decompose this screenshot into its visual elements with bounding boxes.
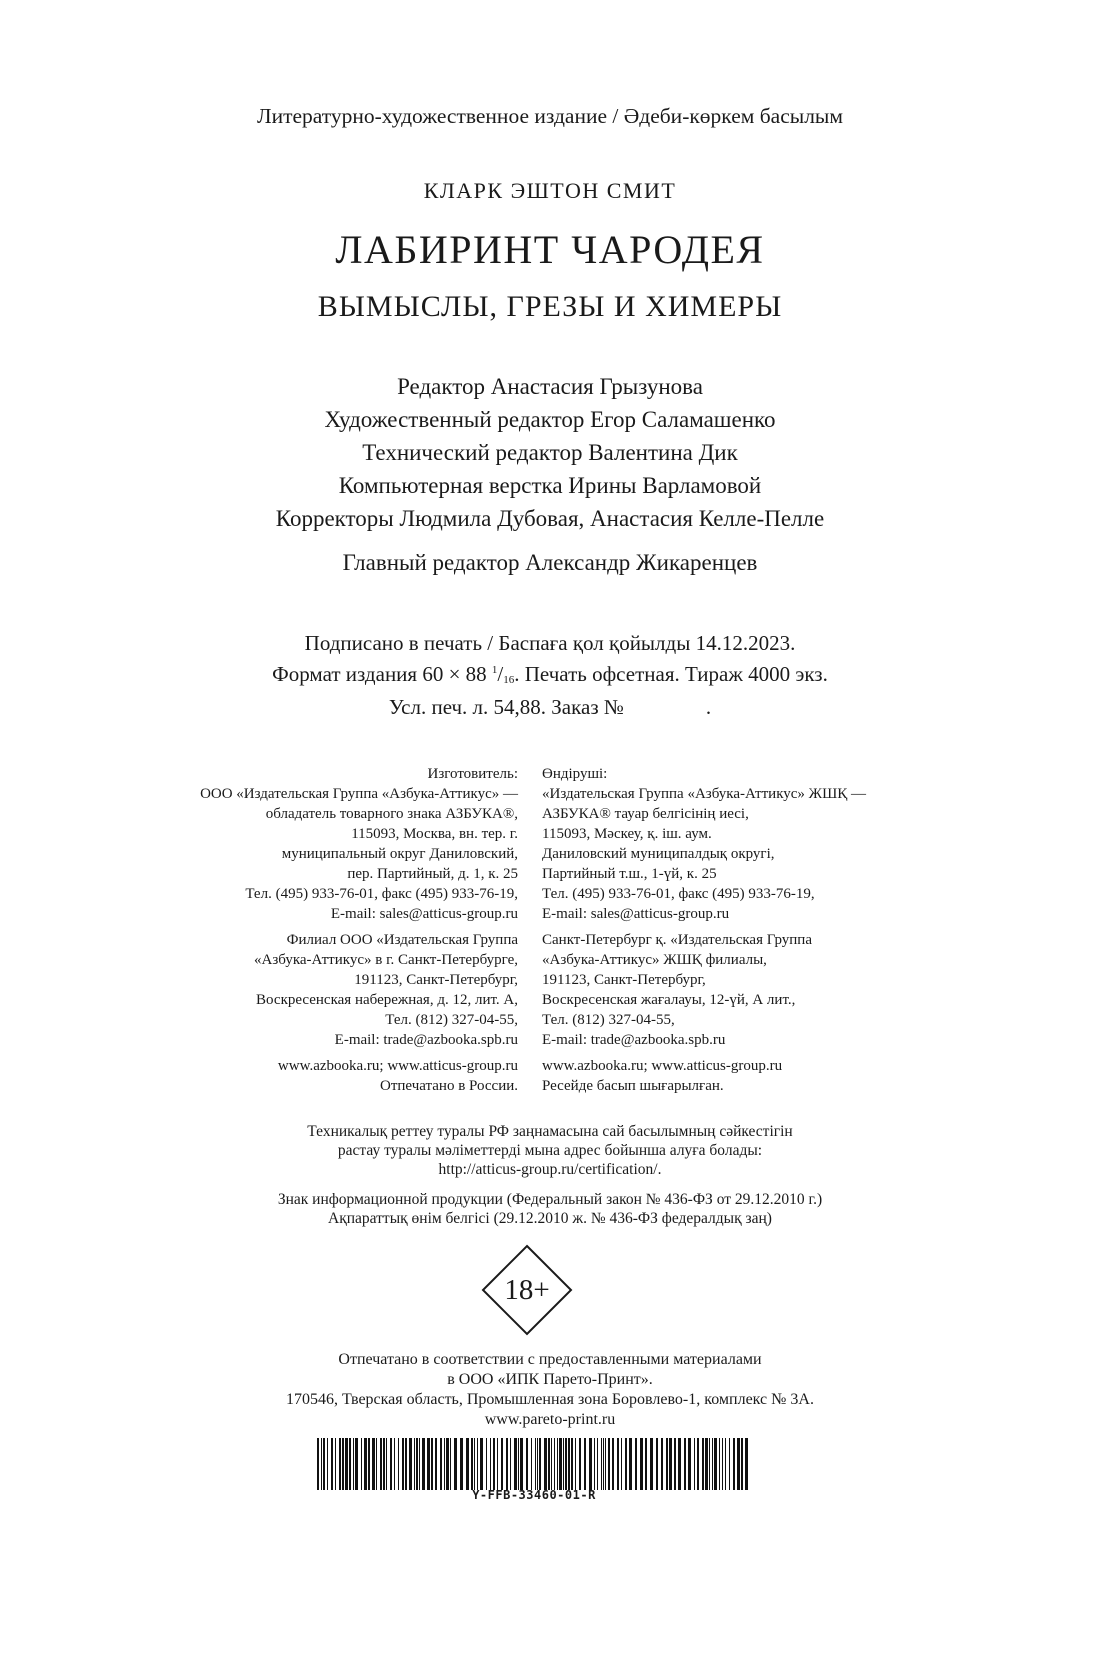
barcode-bar (490, 1438, 491, 1490)
certification-url: http://atticus-group.ru/certification/. (438, 1161, 662, 1178)
barcode-bar (589, 1438, 592, 1490)
manufacturer-kk-line: E-mail: sales@atticus-group.ru (542, 906, 730, 922)
format-line (0, 657, 1100, 694)
barcode-bar (571, 1438, 573, 1490)
print-info (0, 630, 1100, 721)
barcode-bar (510, 1438, 511, 1490)
barcode-bar (361, 1438, 362, 1490)
manufacturer-ru-line: 115093, Москва, вн. тер. г. (351, 826, 518, 842)
author-name: КЛАРК ЭШТОН СМИТ (423, 178, 677, 203)
printer-info (0, 1350, 1100, 1430)
barcode-bar (405, 1438, 407, 1490)
barcode-bar (694, 1438, 695, 1490)
barcode-bar (444, 1438, 445, 1490)
law-line-ru: Знак информационной продукции (Федеральный закон № 436-ФЗ от 29.12.2010 г.) (277, 1191, 823, 1208)
manufacturer-ru-line: обладатель товарного знака АЗБУКА®, (265, 806, 518, 822)
barcode-bar (520, 1438, 523, 1490)
printer-address: 170546, Тверская область, Промышленная зона Боровлево-1, комплекс № 3А. (286, 1391, 814, 1408)
barcode-bar (656, 1438, 658, 1490)
barcode-bar (531, 1438, 532, 1490)
barcode-bar (323, 1438, 325, 1490)
barcode-bar (486, 1438, 487, 1490)
manufacturer-ru-line: Воскресенская набережная, д. 12, лит. А, (256, 992, 518, 1008)
barcode-bar (335, 1438, 336, 1490)
barcode-bar (579, 1438, 581, 1490)
format-suffix: . Печать офсетная. Тираж 4000 экз. (514, 662, 828, 686)
barcode-bar (551, 1438, 552, 1490)
age-rating-text: 18+ (504, 1274, 550, 1306)
barcode-bar (712, 1438, 713, 1490)
barcode-bar (427, 1438, 430, 1490)
manufacturer-kk-line: Воскресенская жағалауы, 12-үй, А лит., (542, 992, 796, 1008)
barcode-bar (514, 1438, 517, 1490)
format-slash: / (497, 662, 504, 686)
barcode-bar (725, 1438, 726, 1490)
manufacturer-ru-line: Тел. (812) 327-04-55, (385, 1012, 518, 1028)
barcode-bar (506, 1438, 508, 1490)
barcode-bar (372, 1438, 375, 1490)
barcode-bar (544, 1438, 547, 1490)
barcode-bar (386, 1438, 387, 1490)
manufacturer-kk-block2 (542, 930, 866, 1050)
barcode-bar (729, 1438, 730, 1490)
format-denominator: 16 (503, 674, 515, 686)
printer-line: Отпечатано в соответствии с предоставленными материалами (338, 1351, 762, 1368)
manufacturer-ru-line: Изготовитель: (427, 766, 518, 782)
barcode-bar (419, 1438, 420, 1490)
barcode-bar (345, 1438, 348, 1490)
barcode-bar (390, 1438, 392, 1490)
barcode-bar (409, 1438, 412, 1490)
manufacturer-ru-block3 (200, 1056, 518, 1096)
barcode-bar (557, 1438, 558, 1490)
manufacturer-ru-line: муниципальный округ Даниловский, (281, 846, 518, 862)
barcode-bar (402, 1438, 404, 1490)
barcode-bar (526, 1438, 528, 1490)
manufacturer-ru-line: ООО «Издательская Группа «Азбука-Аттикус» — (200, 786, 518, 802)
barcode-bar (745, 1438, 748, 1490)
manufacturer-ru-line: 191123, Санкт-Петербург, (354, 972, 518, 988)
sheets-end: . (705, 695, 712, 719)
manufacturer-ru-line: Филиал ООО «Издательская Группа (286, 932, 518, 948)
barcode-bar (621, 1438, 622, 1490)
barcode-bar (565, 1438, 567, 1490)
barcode-bar (608, 1438, 610, 1490)
barcode-bar (376, 1438, 377, 1490)
barcode-bar (518, 1438, 519, 1490)
format-prefix: Формат издания 60 × 88 (272, 662, 492, 686)
barcode-bar (501, 1438, 503, 1490)
barcode-bar (605, 1438, 606, 1490)
credits-list (0, 370, 1100, 535)
manufacturer-kk-line: «Издательская Группа «Азбука-Аттикус» ЖШҚ — (542, 786, 867, 802)
barcode-bar (559, 1438, 562, 1490)
barcode-bar (688, 1438, 691, 1490)
manufacturer-kk-line: Ресейде басып шығарылған. (542, 1078, 724, 1094)
barcode-bar (460, 1438, 463, 1490)
manufacturer-kk-line: 191123, Санкт-Петербург, (542, 972, 706, 988)
barcode-bar (537, 1438, 538, 1490)
manufacturer-ru-line: E-mail: trade@azbooka.spb.ru (334, 1032, 518, 1048)
barcode-bar (398, 1438, 399, 1490)
certification-line: Техникалық реттеу туралы РФ заңнамасына сай басылымның сәйкестігін (307, 1123, 793, 1140)
manufacturer-kk-line: Партийный т.ш., 1-үй, к. 25 (542, 866, 717, 882)
barcode-bar (594, 1438, 595, 1490)
manufacturer-kk-line: www.azbooka.ru; www.atticus-group.ru (542, 1058, 783, 1074)
barcode-bar (629, 1438, 632, 1490)
barcode-bar (737, 1438, 740, 1490)
barcode-bar (497, 1438, 498, 1490)
barcode-bar (353, 1438, 354, 1490)
barcode-bar (355, 1438, 358, 1490)
barcode-bar (575, 1438, 576, 1490)
barcode-bar (416, 1438, 418, 1490)
barcode-bar (364, 1438, 367, 1490)
barcode-bar (719, 1438, 720, 1490)
credit-art-editor: Художественный редактор Егор Саламашенко (324, 407, 776, 432)
manufacturer-kk-line: Тел. (812) 327-04-55, (542, 1012, 675, 1028)
signed-date: Подписано в печать / Баспаға қол қойылды 14.12.2023. (304, 631, 796, 655)
barcode-bar (640, 1438, 643, 1490)
barcode-bar (563, 1438, 564, 1490)
barcode-bar (568, 1438, 570, 1490)
barcode-bar (548, 1438, 550, 1490)
manufacturer-ru-block1 (200, 764, 518, 924)
book-subtitle: ВЫМЫСЛЫ, ГРЕЗЫ И ХИМЕРЫ (317, 290, 783, 323)
barcode-bar (474, 1438, 475, 1490)
barcode-bar (368, 1438, 370, 1490)
credit-tech-editor: Технический редактор Валентина Дик (362, 440, 738, 465)
barcode-bar (331, 1438, 333, 1490)
barcode-bar (414, 1438, 415, 1490)
barcode-bar (321, 1438, 322, 1490)
barcode-bar (612, 1438, 614, 1490)
barcode-number: Y-FFB-33460-01-R (472, 1488, 596, 1502)
age-rating-badge (481, 1244, 573, 1336)
manufacturer-ru-line: www.azbooka.ru; www.atticus-group.ru (277, 1058, 518, 1074)
barcode-bar (661, 1438, 663, 1490)
certification-line: растау туралы мәліметтерді мына адрес бойынша алуға болады: (337, 1142, 763, 1159)
manufacturer-kk-line: 115093, Мәскеу, қ. іш. аум. (542, 826, 712, 842)
chief-editor: Главный редактор Александр Жикаренцев (342, 550, 758, 575)
format-numerator: 1 (491, 664, 498, 676)
barcode-bar (342, 1438, 344, 1490)
barcode-bar (666, 1438, 668, 1490)
barcode-bar (327, 1438, 328, 1490)
barcode-bar (684, 1438, 686, 1490)
book-title: ЛАБИРИНТ ЧАРОДЕЯ (335, 227, 765, 272)
barcode-bar (722, 1438, 723, 1490)
manufacturer-ru-line: пер. Партийный, д. 1, к. 25 (347, 866, 518, 882)
barcode-bar (597, 1438, 598, 1490)
barcode-bar (554, 1438, 555, 1490)
barcode-bar (493, 1438, 495, 1490)
barcode-bar (702, 1438, 704, 1490)
sheets-line (0, 694, 1100, 721)
barcode-bar (454, 1438, 457, 1490)
certification-info (0, 1122, 1100, 1179)
barcode-bar (625, 1438, 627, 1490)
barcode-bar (431, 1438, 433, 1490)
manufacturer-kk-line: Өндіруші: (542, 766, 608, 782)
law-line-kk: Ақпараттық өнім белгісі (29.12.2010 ж. № 436-ФЗ федералдық заң) (328, 1210, 772, 1227)
barcode-bar (383, 1438, 385, 1490)
barcode-bar (674, 1438, 676, 1490)
barcode-bar (317, 1438, 319, 1490)
barcode-bar (697, 1438, 699, 1490)
barcode-bar (339, 1438, 341, 1490)
manufacturer-ru-line: Отпечатано в России. (380, 1078, 518, 1094)
barcode-bar (714, 1438, 717, 1490)
credit-editor: Редактор Анастасия Грызунова (397, 374, 703, 399)
barcode-bar (349, 1438, 351, 1490)
barcode-bar (669, 1438, 672, 1490)
barcode-bar (471, 1438, 473, 1490)
manufacturer-kk-line: Даниловский муниципалдық округі, (542, 846, 775, 862)
manufacturer-ru-line: «Азбука-Аттикус» в г. Санкт-Петербурге, (254, 952, 518, 968)
manufacturer-kk-line: E-mail: trade@azbooka.spb.ru (542, 1032, 726, 1048)
barcode-bar (705, 1438, 708, 1490)
barcode-bar (617, 1438, 619, 1490)
barcode-bar (535, 1438, 536, 1490)
manufacturer-ru-line: E-mail: sales@atticus-group.ru (330, 906, 518, 922)
barcode-bar (380, 1438, 382, 1490)
manufacturer-kk (542, 764, 866, 1096)
manufacturer-ru (200, 764, 518, 1096)
manufacturer-kk-line: Тел. (495) 933-76-01, факс (495) 933-76-19, (542, 886, 815, 902)
barcode (317, 1438, 751, 1490)
manufacturer-kk-block3 (542, 1056, 866, 1096)
barcode-bar (741, 1438, 743, 1490)
manufacturer-kk-line: Санкт-Петербург қ. «Издательская Группа (542, 932, 812, 948)
credit-layout: Компьютерная верстка Ирины Варламовой (338, 473, 762, 498)
barcode-bar (603, 1438, 604, 1490)
manufacturer-kk-line: АЗБУКА® тауар белгісінің иесі, (542, 806, 749, 822)
barcode-bar (601, 1438, 602, 1490)
manufacturer-kk-block1 (542, 764, 866, 924)
printer-line: в ООО «ИПК Парето-Принт». (447, 1371, 653, 1388)
barcode-bar (450, 1438, 451, 1490)
barcode-bar (678, 1438, 681, 1490)
barcode-bar (435, 1438, 437, 1490)
barcode-bar (440, 1438, 442, 1490)
barcode-bar (446, 1438, 449, 1490)
edition-type: Литературно-художественное издание / Әдеби-көркем басылым (257, 104, 843, 128)
manufacturer-kk-line: «Азбука-Аттикус» ЖШҚ филиалы, (542, 952, 767, 968)
barcode-bar (645, 1438, 647, 1490)
barcode-bar (394, 1438, 395, 1490)
barcode-bar (635, 1438, 637, 1490)
barcode-bar (466, 1438, 469, 1490)
credit-proofreaders: Корректоры Людмила Дубовая, Анастасия Келле-Пелле (275, 506, 825, 531)
law-info (0, 1190, 1100, 1228)
barcode-bar (650, 1438, 653, 1490)
manufacturer-ru-line: Тел. (495) 933-76-01, факс (495) 933-76-19, (245, 886, 518, 902)
printer-website: www.pareto-print.ru (484, 1411, 616, 1428)
barcode-bar (480, 1438, 483, 1490)
barcode-bar (539, 1438, 541, 1490)
barcode-bar (422, 1438, 425, 1490)
barcode-bar (477, 1438, 478, 1490)
barcode-bar (733, 1438, 735, 1490)
barcode-bar (709, 1438, 710, 1490)
sheets-text: Усл. печ. л. 54,88. Заказ № (388, 695, 624, 719)
barcode-bar (584, 1438, 586, 1490)
manufacturer-ru-block2 (200, 930, 518, 1050)
